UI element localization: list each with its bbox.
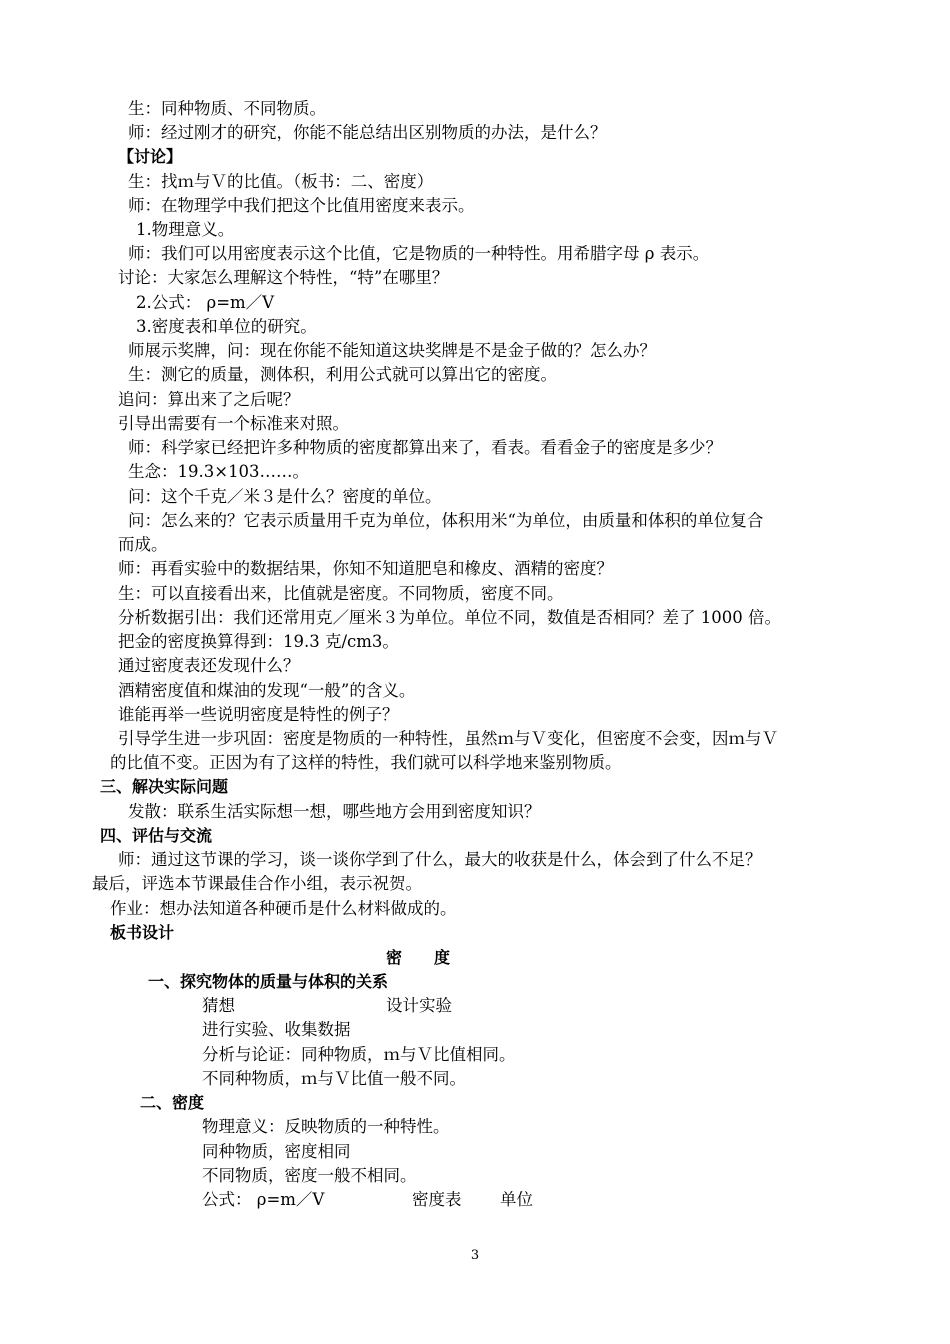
text-line: 师：通过这节课的学习，谈一谈你学到了什么，最大的收获是什么，体会到了什么不足？ — [118, 850, 762, 869]
board-item-unit: 单位 — [500, 1190, 533, 1209]
text-line: 引导学生进一步巩固：密度是物质的一种特性，虽然ｍ与Ｖ变化，但密度不会变，因ｍ与Ｖ — [118, 729, 778, 748]
board-section-heading: 二、密度 — [140, 1093, 205, 1112]
board-item-design: 设计实验 — [386, 996, 452, 1015]
board-item: 物理意义：反映物质的一种特性。 — [202, 1117, 450, 1136]
text-line: 生：可以直接看出来，比值就是密度。不同物质，密度不同。 — [118, 584, 564, 603]
text-line: 引导出需要有一个标准来对照。 — [118, 414, 349, 433]
text-line: 讨论：大家怎么理解这个特性，“特”在哪里？ — [118, 268, 449, 287]
text-line: 分析数据引出：我们还常用克／厘米３为单位。单位不同，数值是否相同？差了 1000 倍。 — [118, 608, 781, 627]
board-item: 同种物质，密度相同 — [202, 1142, 351, 1161]
text-line: 1.物理意义。 — [136, 220, 235, 239]
page-number: 3 — [470, 1248, 480, 1263]
text-line: 2.公式： ρ=m／V — [136, 293, 275, 312]
text-line: 谁能再举一些说明密度是特性的例子？ — [118, 705, 399, 724]
text-line: 最后，评选本节课最佳合作小组，表示祝贺。 — [92, 874, 422, 893]
text-line: 生念：19.3×103……。 — [128, 462, 310, 481]
section-heading: 四、评估与交流 — [100, 826, 213, 845]
text-line: 师：我们可以用密度表示这个比值，它是物质的一种特性。用希腊字母 ρ 表示。 — [128, 244, 710, 263]
text-line: 通过密度表还发现什么？ — [118, 656, 300, 675]
board-item: 分析与论证：同种物质，ｍ与Ｖ比值相同。 — [202, 1045, 516, 1064]
text-line: 师：经过刚才的研究，你能不能总结出区别物质的办法，是什么？ — [128, 123, 607, 142]
text-line: 生：测它的质量，测体积，利用公式就可以算出它的密度。 — [128, 365, 557, 384]
text-line: 问：这个千克／米３是什么？密度的单位。 — [128, 487, 442, 506]
text-line: 师：在物理学中我们把这个比值用密度来表示。 — [128, 196, 475, 215]
text-line: 作业：想办法知道各种硬币是什么材料做成的。 — [110, 899, 457, 918]
board-item: 不同物质，密度一般不相同。 — [202, 1166, 417, 1185]
text-line: 追问：算出来了之后呢？ — [118, 390, 300, 409]
board-item-table: 密度表 — [412, 1190, 462, 1209]
text-line: 3.密度表和单位的研究。 — [136, 317, 317, 336]
board-section-heading: 一、探究物体的质量与体积的关系 — [148, 972, 389, 991]
board-item-guess: 猜想 — [202, 996, 235, 1015]
text-line: 师：再看实验中的数据结果，你知不知道肥皂和橡皮、酒精的密度？ — [118, 559, 613, 578]
section-heading: 板书设计 — [110, 923, 175, 942]
board-title: 密 度 — [386, 948, 451, 967]
board-item-formula: 公式： ρ=m／V — [202, 1190, 325, 1209]
text-line: 生：同种物质、不同物质。 — [128, 99, 326, 118]
text-line: 师展示奖牌，问：现在你能不能知道这块奖牌是不是金子做的？怎么办？ — [128, 341, 656, 360]
text-line: 而成。 — [118, 535, 168, 554]
text-line: 的比值不变。正因为有了这样的特性，我们就可以科学地来鉴别物质。 — [110, 753, 622, 772]
text-line: 发散：联系生活实际想一想，哪些地方会用到密度知识？ — [128, 802, 541, 821]
section-heading: 三、解决实际问题 — [100, 777, 229, 796]
text-line: 问：怎么来的？它表示质量用千克为单位，体积用米“为单位，由质量和体积的单位复合 — [128, 511, 764, 530]
text-line: 师：科学家已经把许多种物质的密度都算出来了，看表。看看金子的密度是多少？ — [128, 438, 722, 457]
text-line: 生：找ｍ与Ｖ的比值。（板书：二、密度） — [128, 172, 434, 191]
board-item: 进行实验、收集数据 — [202, 1020, 351, 1039]
section-heading: 【讨论】 — [118, 147, 183, 166]
board-item: 不同种物质，ｍ与Ｖ比值一般不同。 — [202, 1069, 466, 1088]
text-line: 把金的密度换算得到：19.3 克/cm3。 — [118, 632, 399, 651]
text-line: 酒精密度值和煤油的发现“一般”的含义。 — [118, 681, 416, 700]
